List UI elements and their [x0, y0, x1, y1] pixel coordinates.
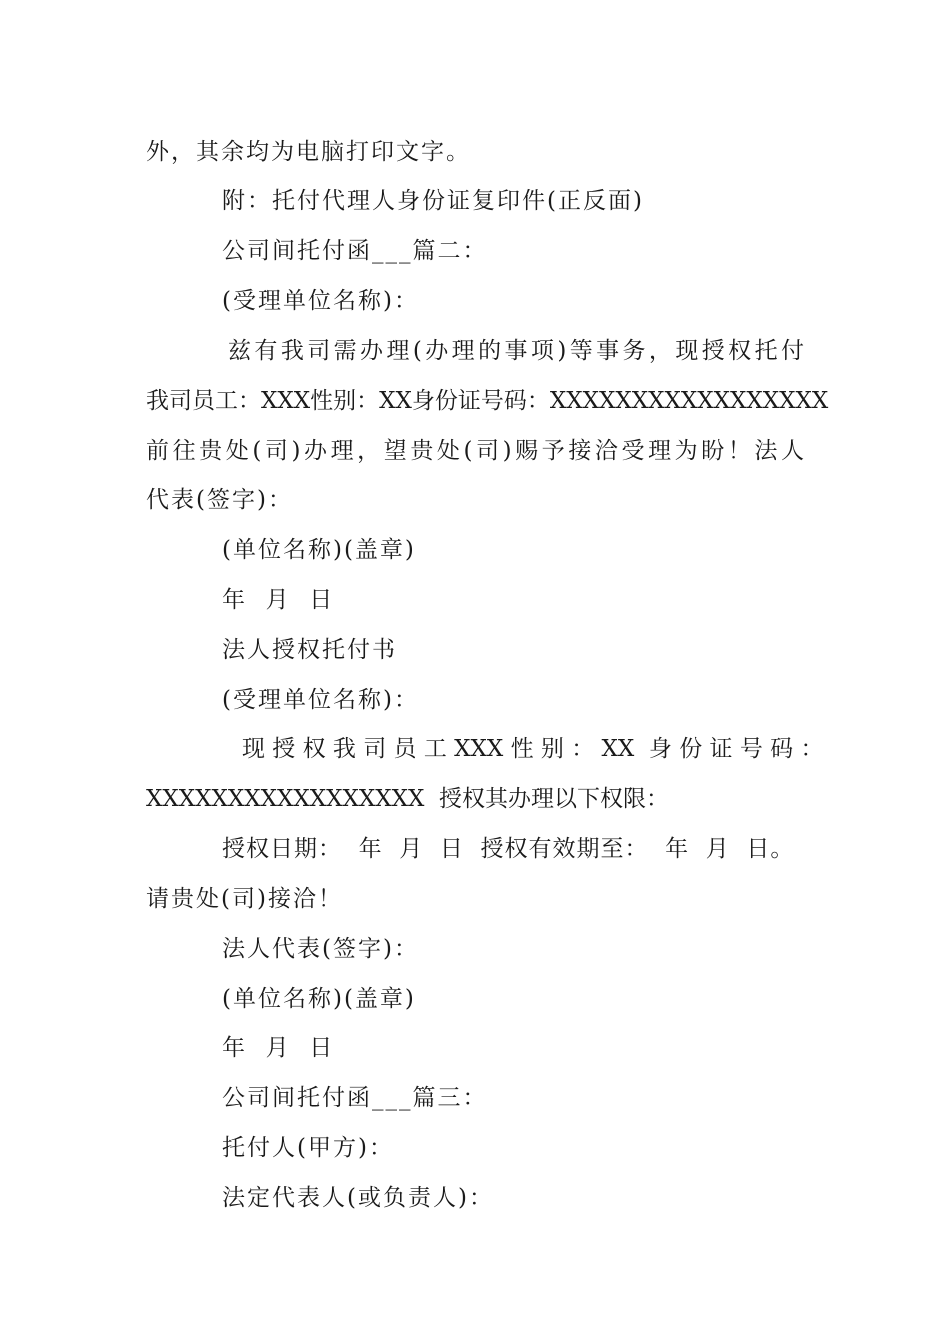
recipient-line: (受理单位名称)： [222, 687, 419, 713]
text-line: 外，其余均为电脑打印文字。 [146, 139, 471, 165]
legal-representative-line: 法定代表人(或负责人)： [222, 1185, 494, 1211]
text-line: 我司员工：XXX性别：XX身份证号码：XXXXXXXXXXXXXXXXX [146, 388, 829, 414]
text-line: 前往贵处(司)办理，望贵处(司)赐予接洽受理为盼！法人 [146, 438, 806, 464]
section-heading: 公司间托付函___篇三： [222, 1085, 488, 1111]
recipient-line: (受理单位名称)： [222, 288, 419, 314]
section-heading: 法人授权托付书 [222, 637, 397, 663]
text-line: 请贵处(司)接洽！ [146, 886, 343, 912]
authorization-date-line: 授权日期： 年 月 日 授权有效期至： 年 月 日。 [222, 836, 795, 862]
text-line: 兹有我司需办理(办理的事项)等事务，现授权托付 [228, 338, 806, 364]
date-line: 年 月 日 [222, 587, 335, 613]
unit-seal-line: (单位名称)(盖章) [222, 986, 416, 1012]
text-line: 代表(签字)： [146, 487, 293, 513]
section-heading: 公司间托付函___篇二： [222, 238, 488, 264]
principal-line: 托付人(甲方)： [222, 1135, 394, 1161]
attachment-note: 附：托付代理人身份证复印件(正反面) [222, 188, 644, 214]
text-line: 现 授 权 我 司 员 工 XXX 性 别 ： XX 身 份 证 号 码 ： [242, 736, 824, 762]
signature-line: 法人代表(签字)： [222, 936, 419, 962]
text-line: XXXXXXXXXXXXXXXXX 授权其办理以下权限： [146, 786, 669, 812]
date-line: 年 月 日 [222, 1035, 335, 1061]
unit-seal-line: (单位名称)(盖章) [222, 537, 416, 563]
